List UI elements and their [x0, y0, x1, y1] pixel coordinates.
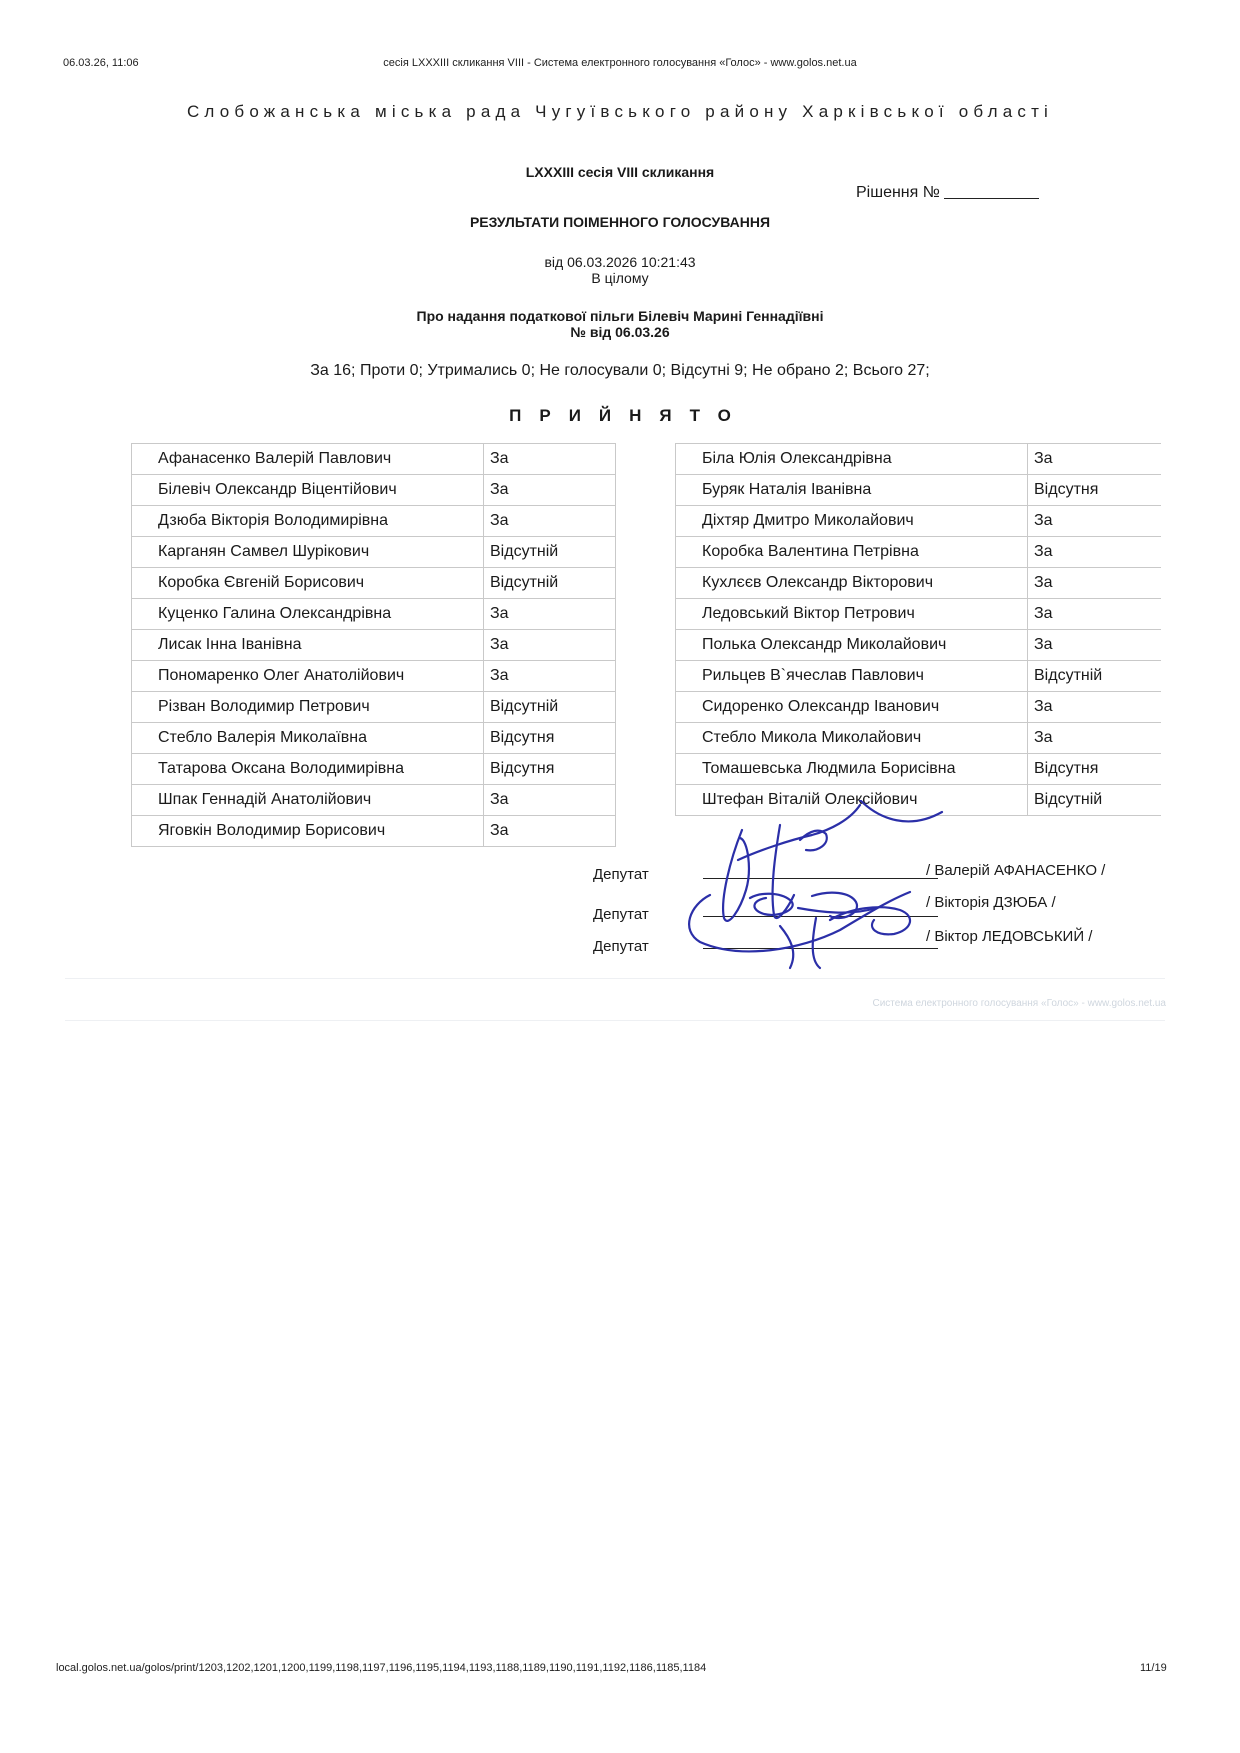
vote-row	[676, 630, 1162, 661]
session-title: LXXXIII сесія VIII скликання	[525, 164, 715, 180]
deputy-vote: Відсутній	[484, 692, 616, 723]
deputy-name: Стебло Микола Миколайович	[676, 723, 1028, 754]
vote-scope: В цілому	[591, 270, 649, 286]
deputy-vote: За	[484, 785, 616, 816]
signature-strokes	[689, 800, 942, 968]
signature-role: Депутат	[593, 938, 649, 955]
deputy-name: Шпак Геннадій Анатолійович	[132, 785, 484, 816]
decision-label: Рішення №	[856, 184, 940, 201]
vote-totals: За 16; Проти 0; Утримались 0; Не голосували 0; Відсутні 9; Не обрано 2; Всього 27;	[310, 362, 930, 379]
deputy-vote: Відсутня	[1028, 475, 1162, 506]
deputy-name: Різван Володимир Петрович	[132, 692, 484, 723]
vote-subject: Про надання податкової пільги Білевіч Марині Геннадіївні	[416, 308, 824, 324]
deputy-name: Коробка Валентина Петрівна	[676, 537, 1028, 568]
deputy-vote: За	[484, 599, 616, 630]
deputy-vote: За	[1028, 692, 1162, 723]
footer-rule-bottom	[65, 1020, 1165, 1021]
deputy-name: Лисак Інна Іванівна	[132, 630, 484, 661]
vote-row	[132, 723, 616, 754]
deputy-name: Куценко Галина Олександрівна	[132, 599, 484, 630]
deputy-name: Яговкін Володимир Борисович	[132, 816, 484, 847]
deputy-name: Пономаренко Олег Анатолійович	[132, 661, 484, 692]
vote-row	[132, 599, 616, 630]
vote-row	[132, 816, 616, 847]
votes-table-left	[131, 443, 616, 847]
decision-number	[856, 184, 1039, 202]
vote-subject-number: № від 06.03.26	[570, 324, 670, 340]
signature-name: / Валерій АФАНАСЕНКО /	[926, 862, 1106, 879]
vote-row	[676, 692, 1162, 723]
deputy-name: Біла Юлія Олександрівна	[676, 444, 1028, 475]
deputy-vote: За	[1028, 599, 1162, 630]
signature-role: Депутат	[593, 866, 649, 883]
vote-row	[676, 475, 1162, 506]
deputy-name: Рильцев В`ячеслав Павлович	[676, 661, 1028, 692]
handwritten-signature	[680, 800, 970, 970]
deputy-name: Карганян Самвел Шурікович	[132, 537, 484, 568]
print-title: сесія LXXXIII скликання VIII - Система електронного голосування «Голос» - www.golos.net.ua	[383, 57, 857, 69]
vote-row	[676, 661, 1162, 692]
decision-blank-line	[944, 184, 1039, 199]
vote-datetime: від 06.03.2026 10:21:43	[544, 254, 696, 270]
deputy-name: Стебло Валерія Миколаївна	[132, 723, 484, 754]
deputy-name: Дзюба Вікторія Володимирівна	[132, 506, 484, 537]
results-title: РЕЗУЛЬТАТИ ПОІМЕННОГО ГОЛОСУВАННЯ	[469, 214, 771, 230]
deputy-vote: Відсутній	[1028, 785, 1162, 816]
vote-verdict: ПРИЙНЯТО	[509, 406, 749, 425]
faint-footer-text: Система електронного голосування «Голос» - www.golos.net.ua	[872, 998, 1166, 1009]
deputy-vote: За	[1028, 537, 1162, 568]
deputy-vote: Відсутній	[484, 568, 616, 599]
votes-table-right	[675, 443, 1161, 816]
deputy-vote: Відсутня	[484, 723, 616, 754]
deputy-vote: Відсутня	[1028, 754, 1162, 785]
deputy-vote: За	[1028, 723, 1162, 754]
deputy-vote: За	[1028, 506, 1162, 537]
deputy-name: Томашевська Людмила Борисівна	[676, 754, 1028, 785]
deputy-name: Діхтяр Дмитро Миколайович	[676, 506, 1028, 537]
deputy-vote: За	[484, 630, 616, 661]
deputy-name: Ледовський Віктор Петрович	[676, 599, 1028, 630]
signature-role: Депутат	[593, 906, 649, 923]
vote-row	[132, 537, 616, 568]
vote-row	[132, 630, 616, 661]
council-name: Слобожанська міська рада Чугуївського району Харківської області	[186, 102, 1054, 121]
vote-row	[132, 661, 616, 692]
deputy-vote: За	[484, 661, 616, 692]
vote-row	[132, 568, 616, 599]
deputy-vote: За	[484, 816, 616, 847]
signature-name: / Віктор ЛЕДОВСЬКИЙ /	[926, 928, 1093, 945]
vote-row	[676, 537, 1162, 568]
deputy-name: Афанасенко Валерій Павлович	[132, 444, 484, 475]
vote-row	[132, 785, 616, 816]
deputy-name: Буряк Наталія Іванівна	[676, 475, 1028, 506]
deputy-vote: За	[1028, 630, 1162, 661]
deputy-name: Полька Олександр Миколайович	[676, 630, 1028, 661]
deputy-name: Кухлєєв Олександр Вікторович	[676, 568, 1028, 599]
footer-rule-top	[65, 978, 1165, 979]
vote-row	[132, 754, 616, 785]
vote-row	[676, 506, 1162, 537]
deputy-vote: Відсутній	[484, 537, 616, 568]
vote-row	[676, 754, 1162, 785]
vote-row	[676, 444, 1162, 475]
deputy-vote: Відсутня	[484, 754, 616, 785]
deputy-name: Сидоренко Олександр Іванович	[676, 692, 1028, 723]
deputy-vote: За	[484, 444, 616, 475]
vote-row	[676, 568, 1162, 599]
vote-row	[676, 723, 1162, 754]
deputy-vote: Відсутній	[1028, 661, 1162, 692]
deputy-name: Коробка Євгеній Борисович	[132, 568, 484, 599]
vote-row	[132, 444, 616, 475]
deputy-name: Штефан Віталій Олексійович	[676, 785, 1028, 816]
vote-row	[132, 506, 616, 537]
print-datetime: 06.03.26, 11:06	[63, 57, 139, 69]
deputy-vote: За	[484, 475, 616, 506]
page-number: 11/19	[1140, 1662, 1167, 1674]
deputy-name: Татарова Оксана Володимирівна	[132, 754, 484, 785]
vote-row	[132, 475, 616, 506]
deputy-vote: За	[1028, 568, 1162, 599]
footer-url: local.golos.net.ua/golos/print/1203,1202,1201,1200,1199,1198,1197,1196,1195,1194,1193,1188,1189,1190,1191,1192,1186,1185,1184	[56, 1662, 707, 1674]
signature-name: / Вікторія ДЗЮБА /	[926, 894, 1056, 911]
deputy-vote: За	[484, 506, 616, 537]
vote-row	[132, 692, 616, 723]
deputy-name: Білевіч Олександр Віцентійович	[132, 475, 484, 506]
deputy-vote: За	[1028, 444, 1162, 475]
vote-row	[676, 599, 1162, 630]
